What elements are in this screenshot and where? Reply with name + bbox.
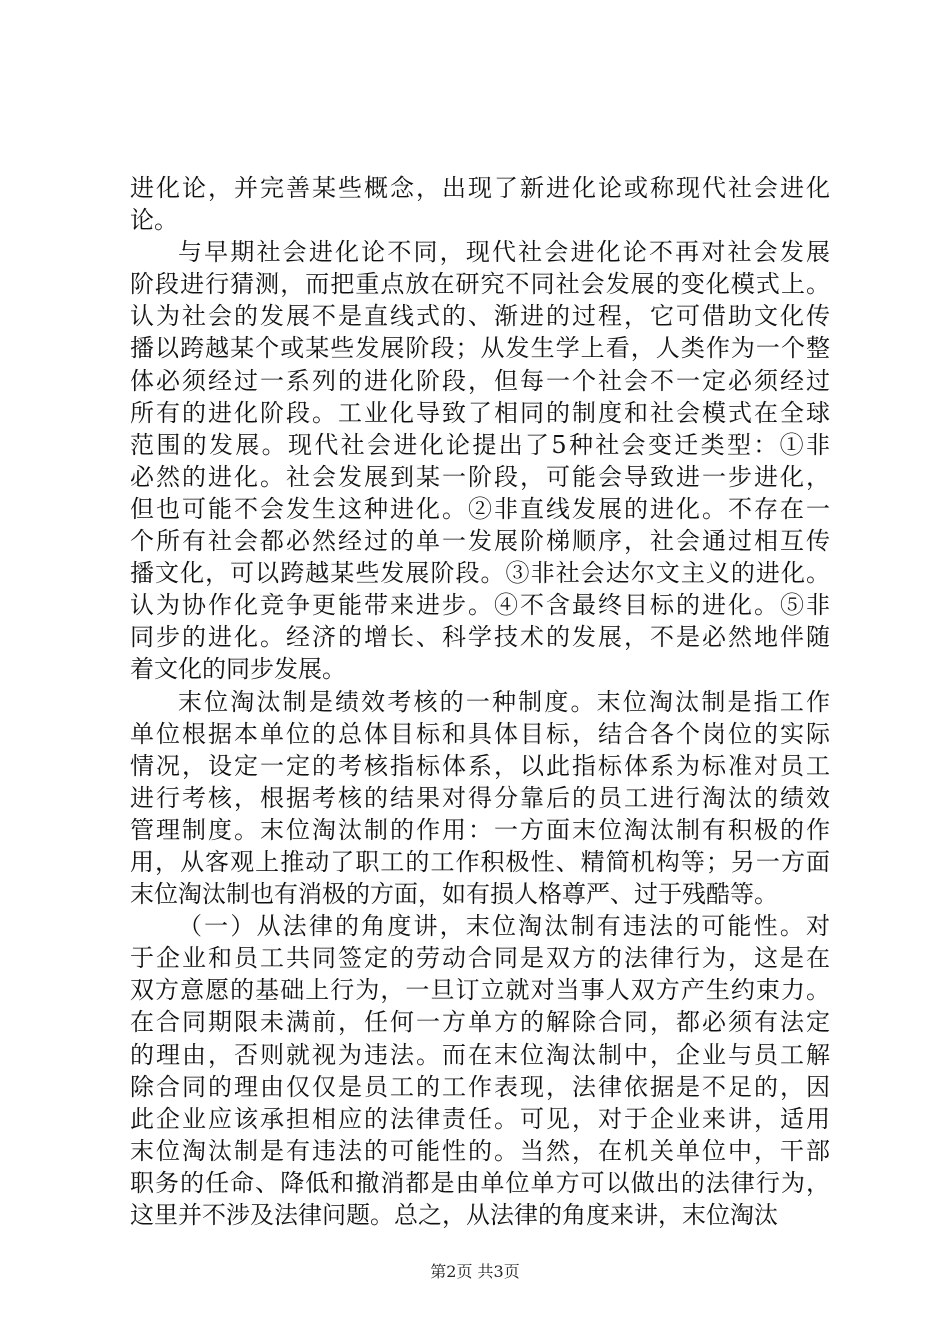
text-line: 但也可能不会发生这种进化。②非直线发展的进化。不存在一 [130, 494, 830, 523]
text-line: 体必须经过一系列的进化阶段，但每一个社会不一定必须经过 [130, 366, 830, 395]
text-line: 着文化的同步发展。 [130, 655, 346, 684]
text-line: 在合同期限未满前，任何一方单方的解除合同，都必须有法定 [130, 1008, 830, 1037]
document-body [130, 172, 830, 1231]
paragraph [130, 910, 830, 1231]
paragraph [130, 172, 830, 236]
text-line: 的理由，否则就视为违法。而在末位淘汰制中，企业与员工解 [130, 1040, 830, 1069]
text-line: 论。 [130, 206, 178, 235]
text-line: 末位淘汰制也有消极的方面，如有损人格尊严、过于残酷等。 [130, 880, 778, 909]
text-line: 认为协作化竞争更能带来进步。④不含最终目标的进化。⑤非 [130, 591, 830, 620]
text-line: 双方意愿的基础上行为，一旦订立就对当事人双方产生约束力。 [130, 976, 830, 1005]
text-line: （一）从法律的角度讲，末位淘汰制有违法的可能性。对 [178, 912, 830, 941]
text-line: 用，从客观上推动了职工的工作积极性、精简机构等；另一方面 [130, 847, 830, 876]
text-line: 认为社会的发展不是直线式的、渐进的过程，它可借助文化传 [130, 302, 830, 331]
text-line: 必然的进化。社会发展到某一阶段，可能会导致进一步进化， [130, 462, 830, 491]
page-number-label: 第2页 共3页 [430, 1262, 520, 1281]
paragraph [130, 686, 830, 911]
text-line: 情况，设定一定的考核指标体系，以此指标体系为标准对员工 [130, 751, 830, 780]
text-line: 这里并不涉及法律问题。总之，从法律的角度来讲，末位淘汰 [130, 1201, 778, 1229]
text-line: 所有的进化阶段。工业化导致了相同的制度和社会模式在全球 [130, 398, 830, 427]
text-line: 职务的任命、降低和撤消都是由单位单方可以做出的法律行为， [130, 1168, 830, 1197]
text-line: 此企业应该承担相应的法律责任。可见，对于企业来讲，适用 [130, 1104, 830, 1133]
text-line: 与早期社会进化论不同，现代社会进化论不再对社会发展 [178, 238, 830, 267]
text-line: 进化论，并完善某些概念，出现了新进化论或称现代社会进化 [130, 174, 830, 202]
text-line: 同步的进化。经济的增长、科学技术的发展，不是必然地伴随 [130, 623, 830, 652]
text-line: 进行考核，根据考核的结果对得分靠后的员工进行淘汰的绩效 [130, 783, 830, 812]
text-line: 除合同的理由仅仅是员工的工作表现，法律依据是不足的，因 [130, 1072, 830, 1101]
text-line: 末位淘汰制是绩效考核的一种制度。末位淘汰制是指工作 [178, 687, 830, 716]
text-line: 阶段进行猜测，而把重点放在研究不同社会发展的变化模式上。 [130, 270, 830, 299]
page-footer [0, 1262, 950, 1282]
text-line: 于企业和员工共同签定的劳动合同是双方的法律行为，这是在 [130, 944, 830, 973]
text-line: 范围的发展。现代社会进化论提出了5种社会变迁类型：①非 [130, 430, 830, 459]
text-line: 末位淘汰制是有违法的可能性的。当然，在机关单位中，干部 [130, 1136, 830, 1165]
text-line: 播文化，可以跨越某些发展阶段。③非社会达尔文主义的进化。 [130, 559, 830, 588]
text-line: 单位根据本单位的总体目标和具体目标，结合各个岗位的实际 [130, 719, 830, 748]
text-line: 管理制度。末位淘汰制的作用：一方面末位淘汰制有积极的作 [130, 815, 830, 844]
text-line: 个所有社会都必然经过的单一发展阶梯顺序，社会通过相互传 [130, 527, 830, 556]
paragraph [130, 236, 830, 685]
text-line: 播以跨越某个或某些发展阶段；从发生学上看，人类作为一个整 [130, 334, 830, 363]
